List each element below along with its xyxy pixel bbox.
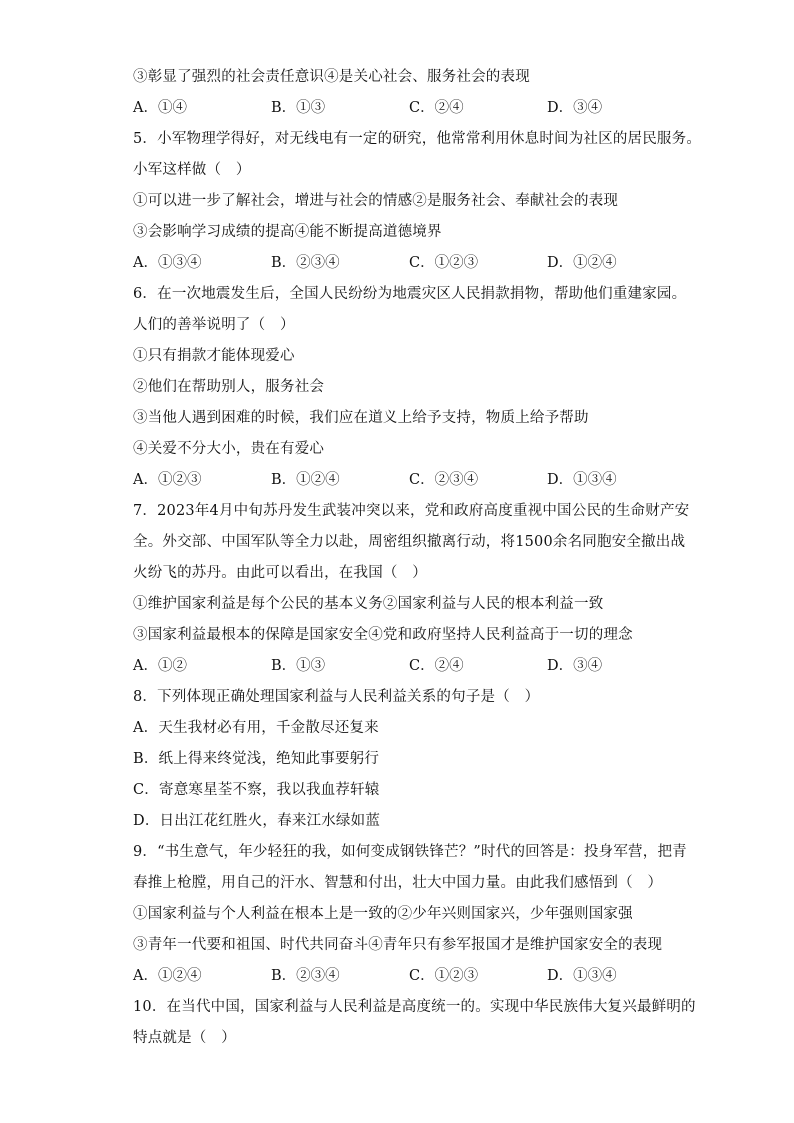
question-7-stem-cont: 全。外交部、中国军队等全力以赴，周密组织撤离行动，将1500余名同胞安全撤出战 — [133, 534, 686, 550]
question-9-stem: 9．“书生意气，年少轻狂的我，如何变成钢铁锋芒？”时代的回答是：投身军营，把青 — [133, 844, 687, 860]
option-d: D．①③④ — [547, 968, 617, 984]
question-5-statements: ①可以进一步了解社会，增进与社会的情感②是服务社会、奉献社会的表现 — [133, 193, 619, 209]
option-a: A．①②③ — [133, 472, 202, 488]
option-b: B．①③ — [271, 658, 326, 674]
question-8-option-c: C．寄意寒星荃不察，我以我血荐轩辕 — [133, 782, 380, 798]
option-d: D．①③④ — [547, 472, 617, 488]
answer-options — [133, 93, 693, 124]
option-d: D．①②④ — [547, 255, 617, 271]
question-5-statements: ③会影响学习成绩的提高④能不断提高道德境界 — [133, 224, 442, 240]
option-c: C．①②③ — [409, 968, 479, 984]
answer-options — [133, 465, 693, 496]
option-b: B．②③④ — [271, 968, 340, 984]
text-line: ③彰显了强烈的社会责任意识④是关心社会、服务社会的表现 — [133, 69, 530, 85]
question-6-statement: ①只有捐款才能体现爱心 — [133, 348, 295, 364]
option-a: A．①③④ — [133, 255, 202, 271]
question-8-option-a: A．天生我材必有用，千金散尽还复来 — [133, 720, 379, 736]
question-9-stem-cont: 春推上枪膛，用自己的汗水、智慧和付出，壮大中国力量。由此我们感悟到（ ） — [133, 875, 663, 891]
option-c: C．②④ — [409, 658, 464, 674]
option-c: C．②④ — [409, 100, 464, 116]
answer-options — [133, 961, 693, 992]
question-9-statements: ①国家利益与个人利益在根本上是一致的②少年兴则国家兴，少年强则国家强 — [133, 906, 633, 922]
question-8-option-d: D．日出江花红胜火，春来江水绿如蓝 — [133, 813, 381, 829]
option-b: B．②③④ — [271, 255, 340, 271]
question-5-stem-cont: 小军这样做（ ） — [133, 162, 251, 178]
option-d: D．③④ — [547, 100, 603, 116]
option-d: D．③④ — [547, 658, 603, 674]
option-b: B．①②④ — [271, 472, 340, 488]
question-6-stem-cont: 人们的善举说明了（ ） — [133, 317, 295, 333]
question-10-stem-cont: 特点就是（ ） — [133, 1030, 236, 1046]
question-5-stem: 5．小军物理学得好，对无线电有一定的研究，他常常利用休息时间为社区的居民服务。 — [133, 131, 702, 147]
question-8-stem: 8．下列体现正确处理国家利益与人民利益关系的句子是（ ） — [133, 689, 540, 705]
option-c: C．②③④ — [409, 472, 479, 488]
question-6-statement: ③当他人遇到困难的时候，我们应在道义上给予支持，物质上给予帮助 — [133, 410, 589, 426]
question-7-stem: 7．2023年4月中旬苏丹发生武装冲突以来，党和政府高度重视中国公民的生命财产安 — [133, 503, 690, 519]
question-7-statements: ①维护国家利益是每个公民的基本义务②国家利益与人民的根本利益一致 — [133, 596, 604, 612]
question-8-option-b: B．纸上得来终觉浅，绝知此事要躬行 — [133, 751, 380, 767]
question-7-stem-cont: 火纷飞的苏丹。由此可以看出，在我国（ ） — [133, 565, 427, 581]
exam-page — [133, 62, 702, 1054]
answer-options — [133, 248, 693, 279]
question-10-stem: 10．在当代中国，国家利益与人民利益是高度统一的。实现中华民族伟大复兴最鲜明的 — [133, 999, 696, 1015]
option-a: A．①②④ — [133, 968, 202, 984]
question-7-statements: ③国家利益最根本的保障是国家安全④党和政府坚持人民利益高于一切的理念 — [133, 627, 633, 643]
answer-options — [133, 651, 693, 682]
option-a: A．①② — [133, 658, 187, 674]
question-9-statements: ③青年一代要和祖国、时代共同奋斗④青年只有参军报国才是维护国家安全的表现 — [133, 937, 663, 953]
option-a: A．①④ — [133, 100, 187, 116]
question-6-stem: 6．在一次地震发生后，全国人民纷纷为地震灾区人民捐款捐物，帮助他们重建家园。 — [133, 286, 687, 302]
question-6-statement: ④关爱不分大小，贵在有爱心 — [133, 441, 325, 457]
option-c: C．①②③ — [409, 255, 479, 271]
option-b: B．①③ — [271, 100, 326, 116]
question-6-statement: ②他们在帮助别人，服务社会 — [133, 379, 325, 395]
